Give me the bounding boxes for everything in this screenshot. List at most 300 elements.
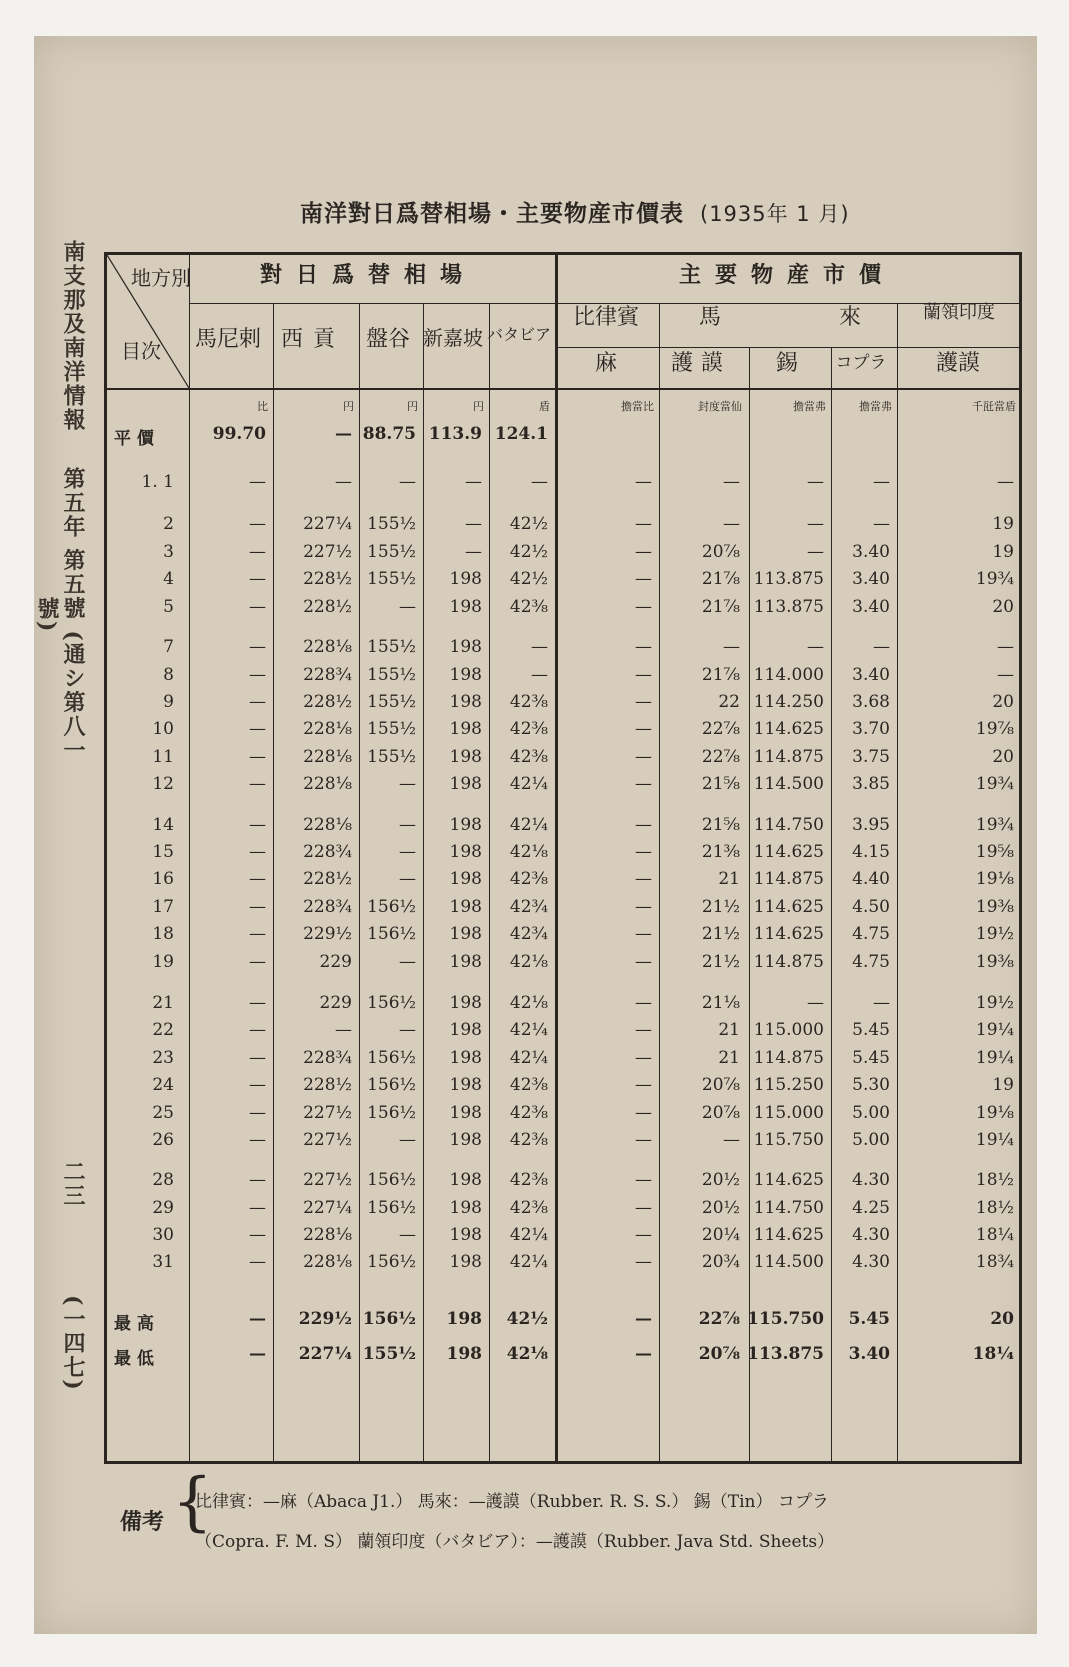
cell: 198 bbox=[449, 1252, 482, 1272]
cell: 19½ bbox=[975, 993, 1014, 1013]
table-row bbox=[104, 1103, 1022, 1129]
notes-line-2: （Copra. F. M. S） 蘭領印度（バタビア）：—護謨（Rubber. Java Std. Sheets） bbox=[195, 1532, 835, 1552]
cell: 3.75 bbox=[852, 747, 890, 767]
cell: — bbox=[249, 1344, 266, 1364]
cell: 3.68 bbox=[852, 692, 890, 712]
title-text: 南洋對日爲替相場・主要物産市價表 bbox=[300, 201, 684, 227]
cell: 228⅛ bbox=[303, 747, 352, 767]
cell: — bbox=[335, 472, 352, 492]
cell: — bbox=[249, 472, 266, 492]
cell: — bbox=[249, 597, 266, 617]
cell: 18½ bbox=[975, 1170, 1014, 1190]
row-label: 15 bbox=[152, 842, 174, 862]
cell: 42⅜ bbox=[509, 692, 548, 712]
cell: — bbox=[249, 952, 266, 972]
cell: 114.625 bbox=[753, 924, 824, 944]
cell: — bbox=[465, 514, 482, 534]
cell: 198 bbox=[449, 924, 482, 944]
cell: 114.500 bbox=[753, 1252, 824, 1272]
cell: 228⅛ bbox=[303, 719, 352, 739]
cell: — bbox=[249, 1075, 266, 1095]
cell: 5.45 bbox=[848, 1309, 890, 1329]
unit-label: 盾 bbox=[539, 400, 550, 413]
cell: 3.40 bbox=[852, 665, 890, 685]
cell: 227½ bbox=[303, 1103, 352, 1123]
table-row bbox=[104, 869, 1022, 895]
cell: — bbox=[249, 569, 266, 589]
table-row bbox=[104, 1170, 1022, 1196]
cell: — bbox=[249, 665, 266, 685]
cell: — bbox=[873, 637, 890, 657]
cell: 198 bbox=[449, 1048, 482, 1068]
cell: — bbox=[399, 1225, 416, 1245]
cell: — bbox=[635, 952, 652, 972]
cell: 5.00 bbox=[852, 1103, 890, 1123]
cell: 21½ bbox=[701, 952, 740, 972]
cell: 20½ bbox=[701, 1170, 740, 1190]
row-label: 3 bbox=[163, 542, 174, 562]
cell: 20⅞ bbox=[701, 1103, 740, 1123]
cell: 198 bbox=[449, 842, 482, 862]
row-label: 平 價 bbox=[114, 429, 154, 449]
cell: 228½ bbox=[303, 1075, 352, 1095]
cell: — bbox=[635, 1075, 652, 1095]
cell: — bbox=[635, 1344, 652, 1364]
cell: 19 bbox=[992, 542, 1014, 562]
cell: — bbox=[465, 542, 482, 562]
cell: 229 bbox=[319, 952, 352, 972]
cell: 198 bbox=[449, 1075, 482, 1095]
cell: 21⅝ bbox=[701, 774, 740, 794]
cell: — bbox=[249, 747, 266, 767]
cell: 21½ bbox=[701, 924, 740, 944]
cell: 19 bbox=[992, 514, 1014, 534]
header-tin: 錫 bbox=[775, 351, 798, 376]
cell: 42¼ bbox=[509, 774, 548, 794]
cell: 20 bbox=[990, 1309, 1014, 1329]
table-row bbox=[104, 897, 1022, 923]
cell: 228¾ bbox=[303, 665, 352, 685]
cell: — bbox=[249, 815, 266, 835]
cell: — bbox=[249, 1130, 266, 1150]
cell: 155½ bbox=[367, 542, 416, 562]
cell: 228⅛ bbox=[303, 637, 352, 657]
cell: 20⅞ bbox=[701, 542, 740, 562]
cell: 42⅜ bbox=[509, 719, 548, 739]
table-row bbox=[104, 1048, 1022, 1074]
notes-key: 備考 bbox=[120, 1509, 165, 1535]
cell: 21⅜ bbox=[701, 842, 740, 862]
cell: 198 bbox=[449, 637, 482, 657]
row-label: 最 高 bbox=[114, 1314, 154, 1334]
cell: 5.45 bbox=[852, 1048, 890, 1068]
cell: 227¼ bbox=[298, 1344, 352, 1364]
cell: — bbox=[635, 472, 652, 492]
cell: 4.30 bbox=[852, 1252, 890, 1272]
cell: 198 bbox=[449, 993, 482, 1013]
header-bangkok: 盤谷 bbox=[365, 327, 410, 352]
table-row bbox=[104, 542, 1022, 568]
cell: 114.625 bbox=[753, 1225, 824, 1245]
cell: 113.875 bbox=[753, 597, 824, 617]
cell: — bbox=[873, 472, 890, 492]
row-label: 25 bbox=[152, 1103, 174, 1123]
cell: 115.250 bbox=[753, 1075, 824, 1095]
cell: 42½ bbox=[509, 542, 548, 562]
cell: 42¼ bbox=[509, 1252, 548, 1272]
cell: 114.625 bbox=[753, 842, 824, 862]
cell: 5.45 bbox=[852, 1020, 890, 1040]
cell: 227½ bbox=[303, 1170, 352, 1190]
cell: 115.750 bbox=[747, 1309, 824, 1329]
notes-brace: { bbox=[172, 1465, 213, 1539]
cell: 198 bbox=[449, 665, 482, 685]
cell: 156½ bbox=[367, 924, 416, 944]
cell: 155½ bbox=[367, 569, 416, 589]
cell: — bbox=[465, 472, 482, 492]
cell: 198 bbox=[449, 1170, 482, 1190]
cell: 22 bbox=[718, 692, 740, 712]
row-label: 19 bbox=[152, 952, 174, 972]
cell: 227¼ bbox=[303, 1198, 352, 1218]
cell: 20 bbox=[992, 747, 1014, 767]
row-label: 21 bbox=[152, 993, 174, 1013]
cell: — bbox=[399, 952, 416, 972]
cell: 42½ bbox=[506, 1309, 548, 1329]
cell: 114.875 bbox=[753, 1048, 824, 1068]
table-row bbox=[104, 637, 1022, 663]
cell: 3.40 bbox=[852, 569, 890, 589]
row-label: 28 bbox=[152, 1170, 174, 1190]
cell: — bbox=[249, 993, 266, 1013]
cell: 21⅞ bbox=[701, 597, 740, 617]
cell: 4.75 bbox=[852, 952, 890, 972]
row-label: 10 bbox=[152, 719, 174, 739]
cell: 4.50 bbox=[852, 897, 890, 917]
unit-label: 擔當弗 bbox=[859, 400, 892, 413]
cell: — bbox=[249, 1198, 266, 1218]
cell: 198 bbox=[446, 1309, 482, 1329]
cell: 156½ bbox=[367, 897, 416, 917]
cell: 21⅞ bbox=[701, 569, 740, 589]
cell: 42¾ bbox=[509, 924, 548, 944]
cell: 19⅜ bbox=[975, 952, 1014, 972]
header-dutch-indies: 蘭領印度 bbox=[923, 302, 995, 323]
cell: 42⅜ bbox=[509, 1075, 548, 1095]
cell: — bbox=[249, 897, 266, 917]
cell: 229 bbox=[319, 993, 352, 1013]
cell: 229½ bbox=[303, 924, 352, 944]
cell: 156½ bbox=[367, 1198, 416, 1218]
cell: 228⅛ bbox=[303, 774, 352, 794]
cell: 20⅞ bbox=[698, 1344, 740, 1364]
row-label: 23 bbox=[152, 1048, 174, 1068]
table-row bbox=[104, 842, 1022, 868]
cell: — bbox=[635, 1252, 652, 1272]
table-row bbox=[104, 692, 1022, 718]
notes-line-1: 比律賓：—麻（Abaca J1.） 馬來：—護謨（Rubber. R. S. S.） 錫（Tin） コプラ bbox=[195, 1492, 829, 1512]
cell: 42⅜ bbox=[509, 1170, 548, 1190]
cell: — bbox=[635, 1048, 652, 1068]
page-number-local: 二三 bbox=[60, 1160, 86, 1208]
cell: — bbox=[635, 692, 652, 712]
cell: 42⅜ bbox=[509, 597, 548, 617]
row-label: 9 bbox=[163, 692, 174, 712]
cell: 228¾ bbox=[303, 1048, 352, 1068]
cell: — bbox=[635, 1225, 652, 1245]
cell: 42⅜ bbox=[509, 1103, 548, 1123]
cell: 155½ bbox=[367, 692, 416, 712]
cell: 22⅞ bbox=[701, 719, 740, 739]
cell: 42⅛ bbox=[506, 1344, 548, 1364]
cell: 198 bbox=[449, 719, 482, 739]
cell: — bbox=[807, 542, 824, 562]
table-row bbox=[104, 597, 1022, 623]
unit-label: 千瓩當盾 bbox=[972, 400, 1016, 413]
cell: — bbox=[635, 542, 652, 562]
row-label: 8 bbox=[163, 665, 174, 685]
row-label: 2 bbox=[163, 514, 174, 534]
cell: — bbox=[635, 924, 652, 944]
cell: — bbox=[249, 1048, 266, 1068]
cell: 42¼ bbox=[509, 815, 548, 835]
cell: 22⅞ bbox=[698, 1309, 740, 1329]
row-label: 17 bbox=[152, 897, 174, 917]
cell: — bbox=[807, 472, 824, 492]
unit-label: 擔當弗 bbox=[793, 400, 826, 413]
cell: 19¼ bbox=[975, 1048, 1014, 1068]
cell: 18¼ bbox=[975, 1225, 1014, 1245]
cell: 99.70 bbox=[212, 424, 266, 444]
cell: — bbox=[399, 1130, 416, 1150]
table-row bbox=[104, 424, 1022, 450]
cell: 42⅛ bbox=[509, 993, 548, 1013]
cell: 4.40 bbox=[852, 869, 890, 889]
cell: 198 bbox=[449, 597, 482, 617]
header-place: 地方別 bbox=[131, 266, 191, 290]
cell: 42½ bbox=[509, 514, 548, 534]
cell: 4.25 bbox=[852, 1198, 890, 1218]
row-label: 22 bbox=[152, 1020, 174, 1040]
cell: — bbox=[249, 1170, 266, 1190]
row-label: 31 bbox=[152, 1252, 174, 1272]
cell: 20½ bbox=[701, 1198, 740, 1218]
cell: 3.95 bbox=[852, 815, 890, 835]
cell: 115.000 bbox=[753, 1020, 824, 1040]
cell: 155½ bbox=[362, 1344, 416, 1364]
cell: 18½ bbox=[975, 1198, 1014, 1218]
cell: 19¾ bbox=[975, 569, 1014, 589]
table-row bbox=[104, 993, 1022, 1019]
table-row bbox=[104, 952, 1022, 978]
cell: 228½ bbox=[303, 597, 352, 617]
header-malaya-left: 馬 bbox=[698, 305, 721, 330]
table-row bbox=[104, 1225, 1022, 1251]
unit-label: 比 bbox=[257, 400, 268, 413]
cell: 198 bbox=[449, 1130, 482, 1150]
row-label: 14 bbox=[152, 815, 174, 835]
cell: 20⅞ bbox=[701, 1075, 740, 1095]
cell: 42⅛ bbox=[509, 842, 548, 862]
cell: 155½ bbox=[367, 747, 416, 767]
cell: 156½ bbox=[367, 1048, 416, 1068]
cell: 228¾ bbox=[303, 842, 352, 862]
cell: 156½ bbox=[367, 1103, 416, 1123]
cell: 18¼ bbox=[972, 1344, 1014, 1364]
cell: — bbox=[249, 1309, 266, 1329]
cell: 228⅛ bbox=[303, 815, 352, 835]
cell: — bbox=[635, 1020, 652, 1040]
header-saigon: 西貢 bbox=[280, 327, 345, 352]
cell: — bbox=[249, 637, 266, 657]
cell: 227½ bbox=[303, 1130, 352, 1150]
cell: 19¾ bbox=[975, 815, 1014, 835]
unit-label: 円 bbox=[343, 400, 354, 413]
cell: 22⅞ bbox=[701, 747, 740, 767]
table-title bbox=[300, 195, 920, 228]
cell: 228⅛ bbox=[303, 1252, 352, 1272]
cell: 5.00 bbox=[852, 1130, 890, 1150]
cell: 42⅜ bbox=[509, 869, 548, 889]
cell: — bbox=[873, 993, 890, 1013]
table-row bbox=[104, 1309, 1022, 1335]
cell: — bbox=[635, 637, 652, 657]
cell: 198 bbox=[449, 1103, 482, 1123]
cell: — bbox=[249, 692, 266, 712]
cell: 114.625 bbox=[753, 897, 824, 917]
cell: 21 bbox=[718, 1020, 740, 1040]
row-label: 12 bbox=[152, 774, 174, 794]
cell: 21⅝ bbox=[701, 815, 740, 835]
cell: 42⅜ bbox=[509, 747, 548, 767]
cell: 42¾ bbox=[509, 897, 548, 917]
header-exchange: 對日爲替相場 bbox=[259, 263, 476, 288]
cell: — bbox=[399, 774, 416, 794]
cell: 156½ bbox=[362, 1309, 416, 1329]
table-row bbox=[104, 774, 1022, 800]
table-row bbox=[104, 924, 1022, 950]
cell: — bbox=[635, 993, 652, 1013]
cell: 198 bbox=[449, 1225, 482, 1245]
cell: 19¼ bbox=[975, 1130, 1014, 1150]
cell: 198 bbox=[449, 569, 482, 589]
cell: — bbox=[635, 569, 652, 589]
table-row bbox=[104, 514, 1022, 540]
cell: 3.70 bbox=[852, 719, 890, 739]
cell: 113.875 bbox=[747, 1344, 824, 1364]
cell: 114.875 bbox=[753, 869, 824, 889]
row-label: 7 bbox=[163, 637, 174, 657]
cell: 4.15 bbox=[852, 842, 890, 862]
cell: 156½ bbox=[367, 993, 416, 1013]
cell: 42¼ bbox=[509, 1048, 548, 1068]
cell: — bbox=[249, 1020, 266, 1040]
cell: 198 bbox=[449, 815, 482, 835]
cell: — bbox=[635, 597, 652, 617]
cell: 42⅜ bbox=[509, 1130, 548, 1150]
cell: 114.250 bbox=[753, 692, 824, 712]
cell: 114.750 bbox=[753, 1198, 824, 1218]
cell: — bbox=[635, 1309, 652, 1329]
cell: — bbox=[635, 747, 652, 767]
page-number-total: (一四七) bbox=[60, 1295, 86, 1392]
header-philippines: 比律賓 bbox=[572, 305, 639, 330]
cell: 198 bbox=[449, 1198, 482, 1218]
header-malaya-right: 來 bbox=[838, 305, 861, 330]
cell: 115.000 bbox=[753, 1103, 824, 1123]
row-label: 30 bbox=[152, 1225, 174, 1245]
cell: 20¾ bbox=[701, 1252, 740, 1272]
cell: — bbox=[635, 774, 652, 794]
cell: 5.30 bbox=[852, 1075, 890, 1095]
cell: 18¾ bbox=[975, 1252, 1014, 1272]
cell: — bbox=[399, 597, 416, 617]
cell: 19⅝ bbox=[975, 842, 1014, 862]
cell: 19 bbox=[992, 1075, 1014, 1095]
cell: 198 bbox=[449, 1020, 482, 1040]
cell: 88.75 bbox=[362, 424, 416, 444]
cell: 155½ bbox=[367, 719, 416, 739]
cell: — bbox=[399, 869, 416, 889]
cell: 19⅜ bbox=[975, 897, 1014, 917]
cell: — bbox=[249, 1225, 266, 1245]
unit-label: 円 bbox=[473, 400, 484, 413]
cell: 3.40 bbox=[848, 1344, 890, 1364]
cell: 42⅛ bbox=[509, 952, 548, 972]
cell: — bbox=[335, 1020, 352, 1040]
cell: 124.1 bbox=[494, 424, 548, 444]
cell: — bbox=[249, 514, 266, 534]
cell: 114.625 bbox=[753, 719, 824, 739]
cell: — bbox=[723, 472, 740, 492]
cell: 20 bbox=[992, 597, 1014, 617]
cell: — bbox=[531, 472, 548, 492]
cell: — bbox=[997, 665, 1014, 685]
cell: — bbox=[807, 514, 824, 534]
cell: 113.875 bbox=[753, 569, 824, 589]
row-label: 26 bbox=[152, 1130, 174, 1150]
cell: 114.625 bbox=[753, 1170, 824, 1190]
cell: 155½ bbox=[367, 665, 416, 685]
cell: 115.750 bbox=[753, 1130, 824, 1150]
cell: 42⅜ bbox=[509, 1198, 548, 1218]
cell: — bbox=[807, 637, 824, 657]
cell: — bbox=[723, 514, 740, 534]
cell: — bbox=[399, 842, 416, 862]
cell: 113.9 bbox=[428, 424, 482, 444]
cell: 21 bbox=[718, 1048, 740, 1068]
cell: 229½ bbox=[298, 1309, 352, 1329]
cell: 227½ bbox=[303, 542, 352, 562]
cell: — bbox=[635, 514, 652, 534]
cell: 19⅛ bbox=[975, 869, 1014, 889]
cell: 155½ bbox=[367, 637, 416, 657]
cell: 19½ bbox=[975, 924, 1014, 944]
cell: — bbox=[249, 924, 266, 944]
cell: 3.40 bbox=[852, 542, 890, 562]
table-row bbox=[104, 815, 1022, 841]
header-singapore: 新嘉坡 bbox=[423, 326, 483, 350]
cell: — bbox=[399, 815, 416, 835]
cell: 198 bbox=[449, 897, 482, 917]
cell: 155½ bbox=[367, 514, 416, 534]
table-row bbox=[104, 1130, 1022, 1156]
cell: — bbox=[723, 637, 740, 657]
cell: 19¾ bbox=[975, 774, 1014, 794]
cell: — bbox=[635, 1130, 652, 1150]
cell: — bbox=[249, 869, 266, 889]
cell: — bbox=[399, 472, 416, 492]
